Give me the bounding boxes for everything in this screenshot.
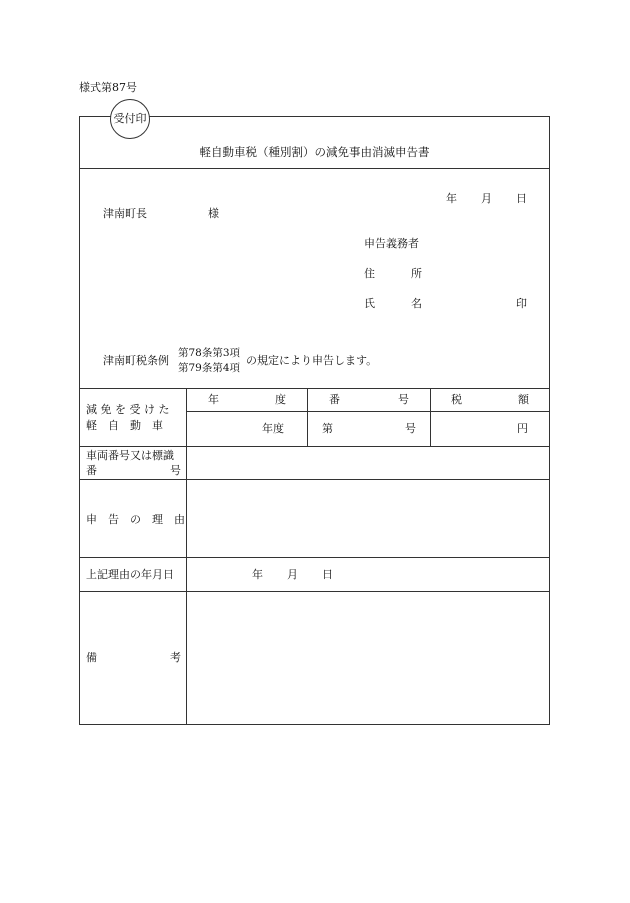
plate-label-line1: 車両番号又は標識	[86, 449, 174, 462]
ordinance-name: 津南町税条例	[103, 354, 169, 367]
recipient-honorific: 様	[208, 207, 219, 220]
ordinance-article-2: 第79条第4項	[178, 362, 241, 374]
reason-date-day: 日	[322, 568, 333, 581]
filer-name-label-2: 名	[411, 297, 422, 310]
label-column-divider	[186, 388, 187, 725]
col-number-1: 番	[329, 393, 340, 406]
reason-divider	[79, 557, 550, 558]
vehicle-header-divider	[186, 411, 550, 412]
year-number-divider	[307, 388, 308, 446]
filer-address-label-1: 住	[364, 267, 375, 280]
date-year: 年	[446, 192, 457, 205]
title-divider	[79, 168, 550, 169]
vehicle-label-line2: 軽 自 動 車	[86, 419, 163, 432]
ordinance-suffix: の規定により申告します。	[246, 354, 378, 367]
date-day: 日	[516, 192, 527, 205]
reason-date-year: 年	[252, 568, 263, 581]
vehicle-label-line1: 減 免 を 受 け た	[86, 403, 170, 416]
value-number-prefix: 第	[322, 422, 333, 435]
reason-date-divider	[79, 591, 550, 592]
reason-label: 申 告 の 理 由	[86, 513, 185, 526]
reason-date-month: 月	[287, 568, 298, 581]
declaration-divider	[79, 388, 550, 389]
value-year-unit: 年度	[262, 422, 284, 435]
col-year-2: 度	[275, 393, 286, 406]
reception-stamp-label: 受付印	[113, 112, 147, 125]
plate-divider	[79, 479, 550, 480]
filer-seal: 印	[516, 297, 527, 310]
ordinance-article-1: 第78条第3項	[178, 347, 241, 359]
plate-label-line2-b: 号	[170, 464, 181, 477]
col-number-2: 号	[398, 393, 409, 406]
col-tax-1: 税	[451, 393, 462, 406]
remarks-label-b: 考	[170, 651, 181, 664]
col-tax-2: 額	[518, 393, 529, 406]
remarks-label-a: 備	[86, 651, 97, 664]
filer-address-label-2: 所	[411, 267, 422, 280]
value-number-suffix: 号	[405, 422, 416, 435]
value-tax-unit: 円	[517, 422, 528, 435]
filer-heading: 申告義務者	[364, 237, 419, 250]
col-year-1: 年	[208, 393, 219, 406]
plate-label-line2-a: 番	[86, 464, 97, 477]
filer-name-label-1: 氏	[364, 297, 375, 310]
form-number: 様式第87号	[79, 81, 137, 94]
vehicle-divider	[79, 446, 550, 447]
reception-stamp	[110, 99, 150, 139]
number-tax-divider	[430, 388, 431, 446]
form-title: 軽自動車税（種別割）の減免事由消滅申告書	[199, 145, 430, 159]
date-month: 月	[481, 192, 492, 205]
reason-date-label: 上記理由の年月日	[86, 568, 174, 581]
recipient-name: 津南町長	[103, 207, 147, 220]
